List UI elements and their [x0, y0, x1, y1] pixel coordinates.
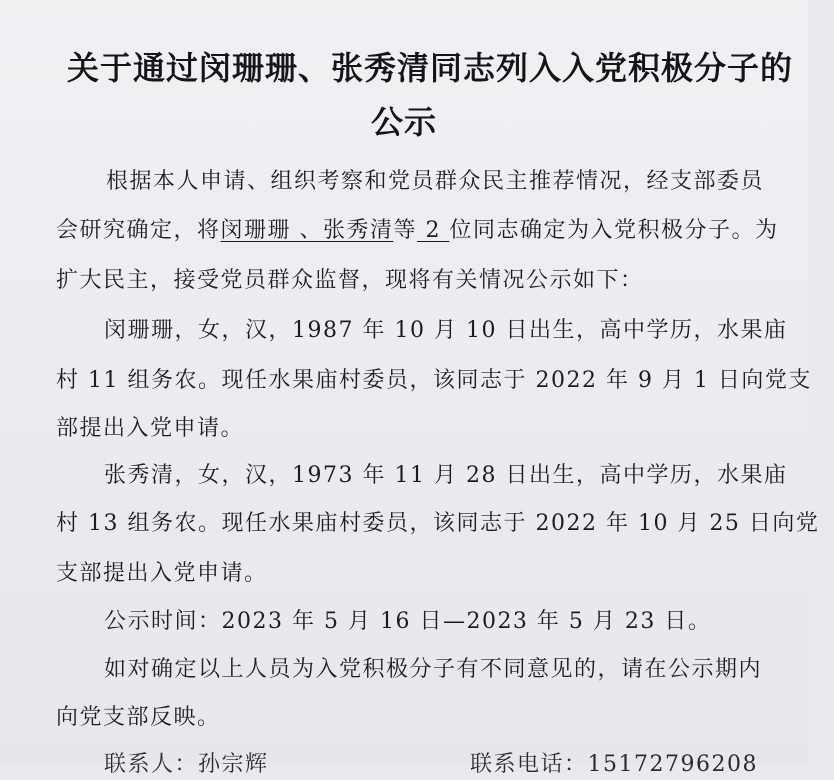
para3-line3: 支部提出入党申请。 [56, 561, 268, 586]
contact-person: 联系人：孙宗辉 [104, 752, 269, 777]
para2-line3: 部提出入党申请。 [56, 416, 245, 441]
para2-line1: 闵珊珊，女，汉，1987 年 10 月 10 日出生，高中学历，水果庙 [104, 318, 788, 343]
para3-line2: 村 13 组务农。现任水果庙村委员，该同志于 2022 年 10 月 25 日向党 [56, 511, 820, 536]
document-title-line2: 公示 [370, 103, 437, 141]
nominee-names: 闵珊珊 、张秀清 [220, 218, 394, 243]
para1-line1: 根据本人申请、组织考察和党员群众民主推荐情况，经支部委员 [106, 169, 765, 194]
document-title-line1: 关于通过闵珊珊、张秀清同志列入入党积极分子的 [66, 49, 793, 87]
nominee-count: 2 [417, 218, 450, 243]
para1-line3: 扩大民主，接受党员群众监督，现将有关情况公示如下： [56, 268, 644, 293]
para1-line2-a: 会研究确定，将 [56, 218, 221, 243]
para1-line2-b: 等 [393, 218, 418, 243]
para5-line1: 如对确定以上人员为入党积极分子有不同意见的，请在公示期内 [104, 657, 763, 682]
publicity-period: 公示时间：2023 年 5 月 16 日—2023 年 5 月 23 日。 [104, 609, 712, 634]
contact-phone: 联系电话：15172796208 [470, 752, 758, 777]
para1-line2 [56, 216, 779, 246]
para3-line1: 张秀清，女，汉，1973 年 11 月 28 日出生，高中学历，水果庙 [104, 463, 788, 488]
para2-line2: 村 11 组务农。现任水果庙村委员，该同志于 2022 年 9 月 1 日向党支 [56, 368, 812, 393]
para5-line2: 向党支部反映。 [56, 705, 221, 730]
para1-line2-c: 位同志确定为入党积极分子。为 [449, 218, 779, 243]
